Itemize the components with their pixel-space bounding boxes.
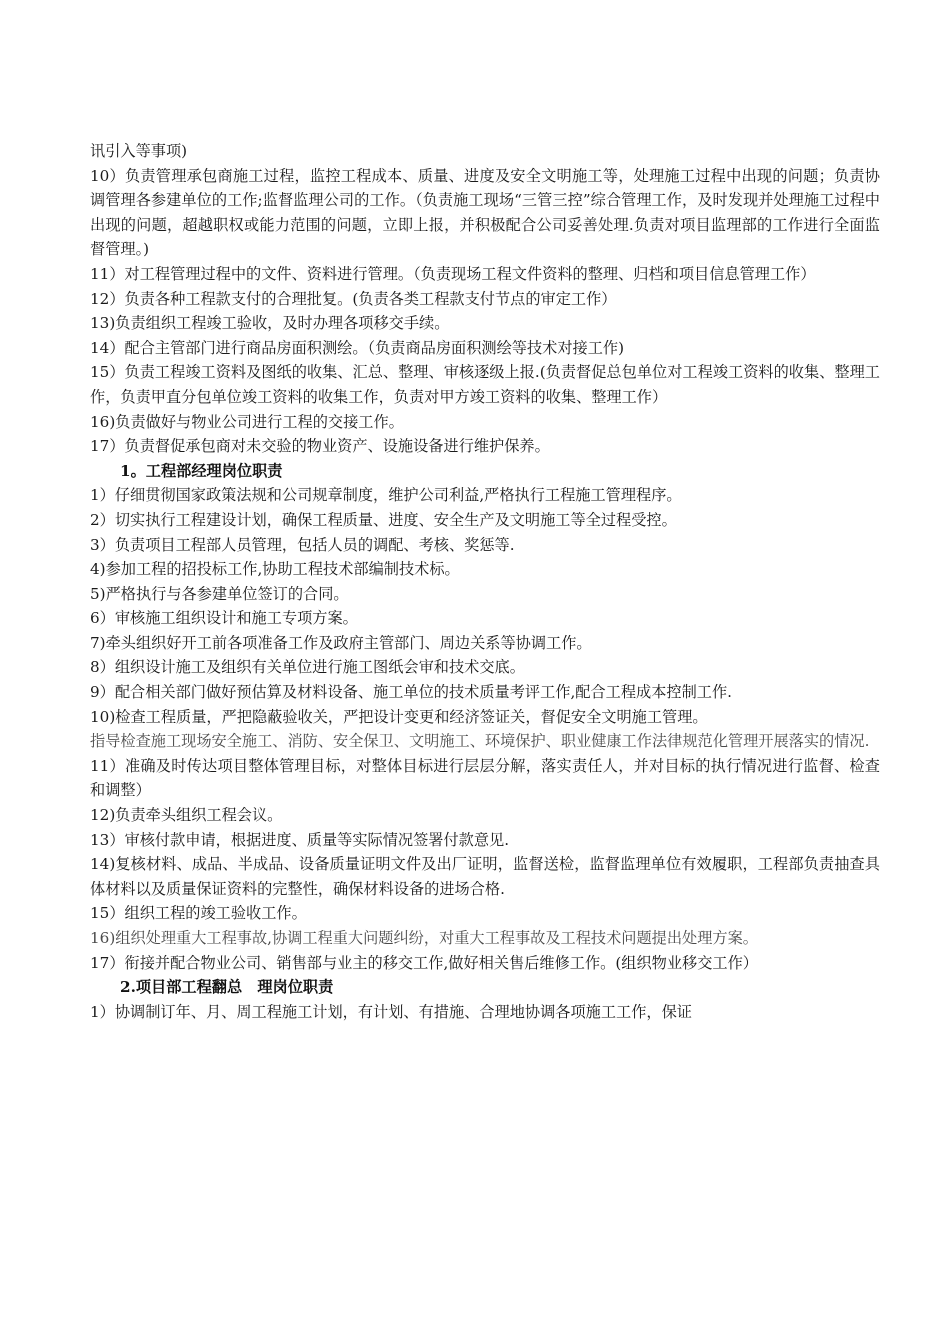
paragraph: 8）组织设计施工及组织有关单位进行施工图纸会审和技术交底。 [90, 658, 525, 677]
paragraph: 14)复核材料、成品、半成品、设备质量证明文件及出厂证明，监督送检，监督监理单位有效履职，工程部负责抽查具体材料以及质量保证资料的完整性，确保材料设备的进场合格. [90, 855, 880, 898]
paragraph: 3）负责项目工程部人员管理，包括人员的调配、考核、奖惩等. [90, 535, 515, 554]
paragraph: 16)组织处理重大工程事故,协调工程重大问题纠纷，对重大工程事故及工程技术问题提出处理方案。 [90, 929, 758, 947]
paragraph: 9）配合相关部门做好预估算及材料设备、施工单位的技术质量考评工作,配合工程成本控制工作. [90, 683, 733, 702]
paragraph: 10)检查工程质量，严把隐蔽验收关，严把设计变更和经济签证关，督促安全文明施工管理。 [90, 707, 708, 726]
paragraph: 12）负责各种工程款支付的合理批复。(负责各类工程款支付节点的审定工作） [90, 289, 617, 308]
paragraph: 13)负责组织工程竣工验收，及时办理各项移交手续。 [90, 314, 450, 333]
paragraph: 15）负责工程竣工资料及图纸的收集、汇总、整理、审核逐级上报.(负责督促总包单位对工程竣工资料的收集、整理工作，负责甲直分包单位竣工资料的收集工作，负责对甲方竣工资料的收集、整理工作） [90, 363, 880, 406]
paragraph: 讯引入等事项) [90, 142, 188, 160]
paragraph: 6）审核施工组织设计和施工专项方案。 [90, 609, 358, 628]
paragraph: 17）负责督促承包商对未交验的物业资产、设施设备进行维护保养。 [90, 437, 550, 456]
document-body [90, 139, 880, 1024]
paragraph: 12)负责牵头组织工程会议。 [90, 806, 283, 825]
paragraph: 1）仔细贯彻国家政策法规和公司规章制度，维护公司利益,严格执行工程施工管理程序。 [90, 486, 682, 505]
paragraph: 16)负责做好与物业公司进行工程的交接工作。 [90, 412, 404, 431]
paragraph: 指导检查施工现场安全施工、消防、安全保卫、文明施工、环境保护、职业健康工作法律规范化管理开展落实的情况. [90, 732, 870, 751]
section-heading: 2.项目部工程翻总 理岗位职责 [120, 978, 334, 997]
paragraph: 11）准确及时传达项目整体管理目标，对整体目标进行层层分解，落实责任人，并对目标的执行情况进行监督、检查和调整） [90, 756, 880, 800]
paragraph: 14）配合主管部门进行商品房面积测绘。（负责商品房面积测绘等技术对接工作) [90, 338, 625, 357]
paragraph: 13）审核付款申请，根据进度、质量等实际情况签署付款意见. [90, 830, 510, 849]
paragraph: 17）衔接并配合物业公司、销售部与业主的移交工作,做好相关售后维修工作。(组织物业移交工作） [90, 953, 758, 972]
paragraph: 5)严格执行与各参建单位签订的合同。 [90, 584, 349, 603]
paragraph: 10）负责管理承包商施工过程，监控工程成本、质量、进度及安全文明施工等，处理施工过程中出现的问题；负责协调管理各参建单位的工作;监督监理公司的工作。（负责施工现场“三管三控”综合管理工作，及时发现并处理施工过程中出现的问题，超越职权或能力范围的问题，立即上报，并积极配合公司妥善处理.负责对项目监理部的工作进行全面监督管理。) [90, 166, 880, 259]
paragraph: 2）切实执行工程建设计划，确保工程质量、进度、安全生产及文明施工等全过程受控。 [90, 510, 677, 529]
paragraph: 4)参加工程的招投标工作,协助工程技术部编制技术标。 [90, 560, 460, 579]
section-heading: 1。工程部经理岗位职责 [120, 461, 283, 480]
paragraph: 11）对工程管理过程中的文件、资料进行管理。（负责现场工程文件资料的整理、归档和项目信息管理工作） [90, 264, 816, 283]
paragraph: 7)牵头组织好开工前各项准备工作及政府主管部门、周边关系等协调工作。 [90, 633, 592, 652]
paragraph: 1）协调制订年、月、周工程施工计划，有计划、有措施、合理地协调各项施工工作，保证 [90, 1002, 692, 1021]
paragraph: 15）组织工程的竣工验收工作。 [90, 904, 307, 923]
